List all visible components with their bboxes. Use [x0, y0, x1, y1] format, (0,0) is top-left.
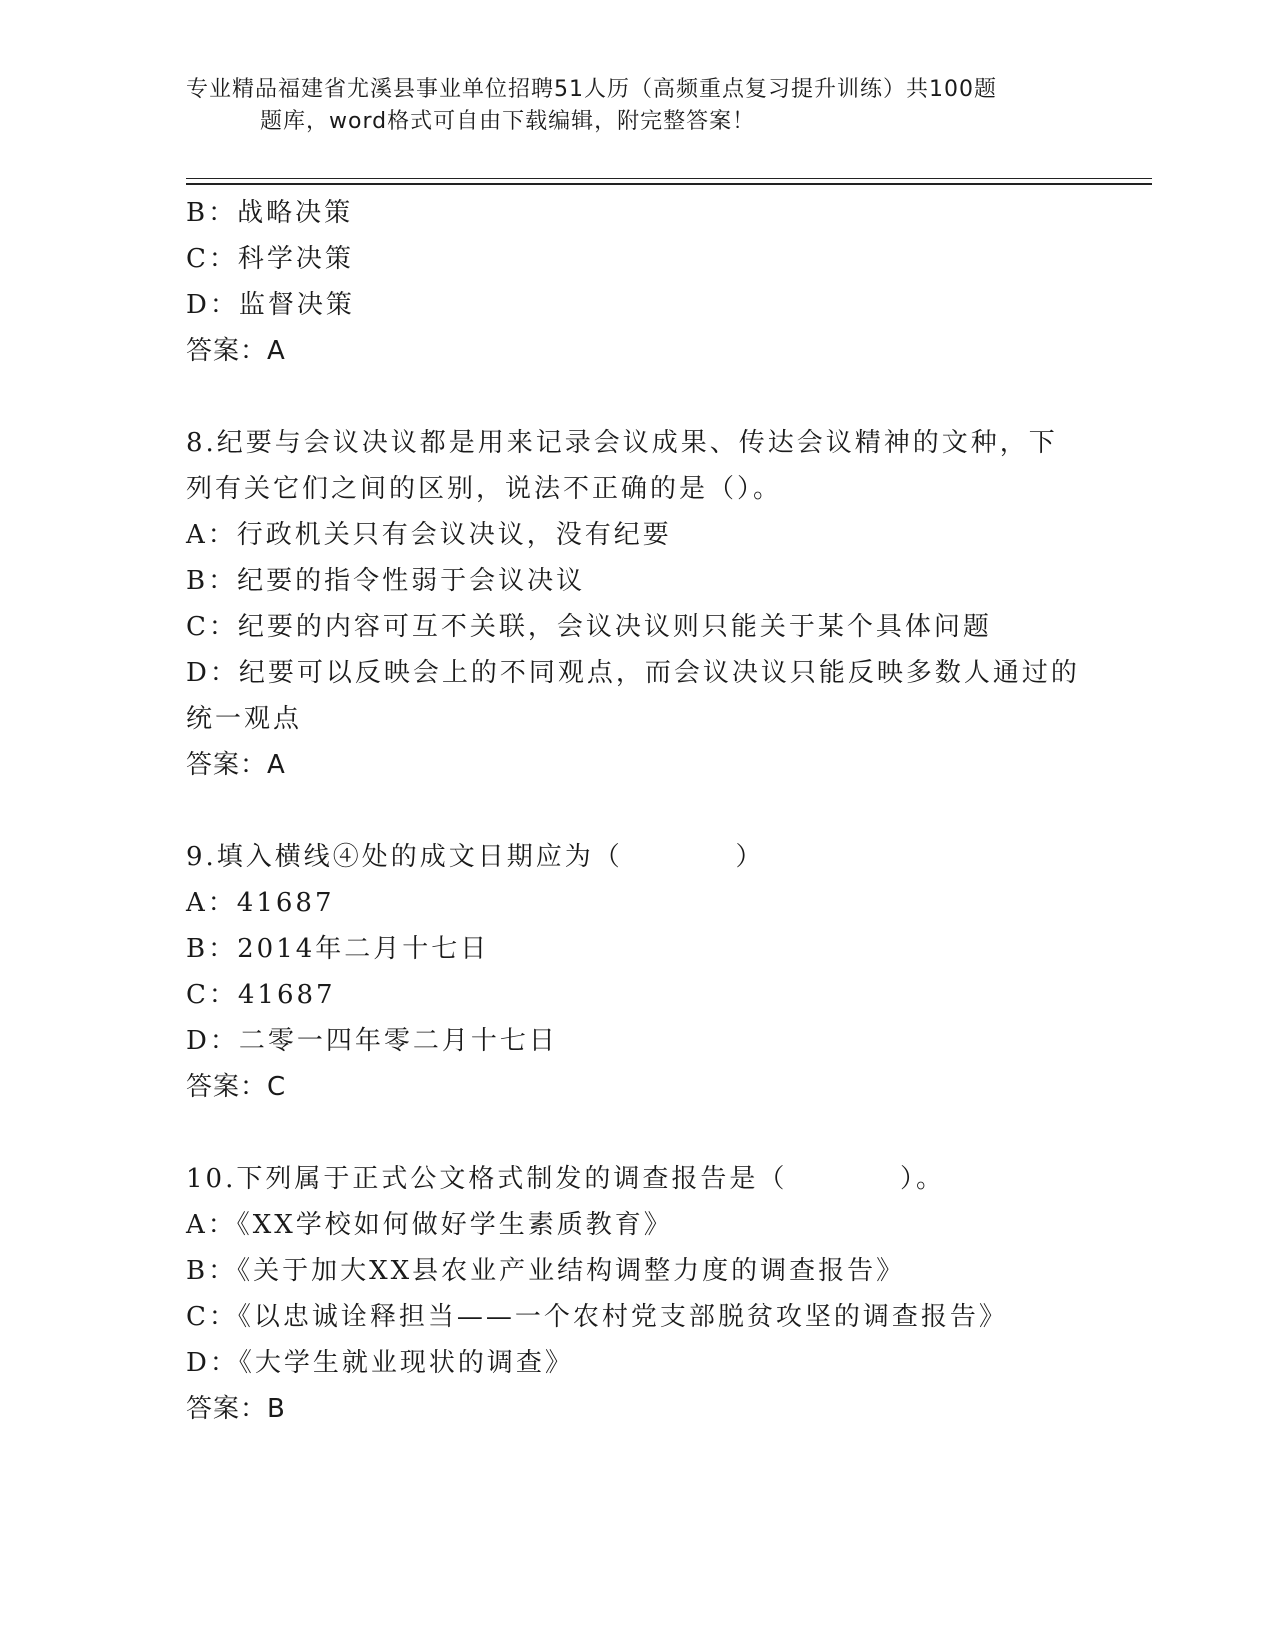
q10-question: 10.下列属于正式公文格式制发的调查报告是（ ）。: [186, 1164, 945, 1194]
question-7-tail: [186, 190, 1076, 374]
header-title-line2: 题库，word格式可自由下载编辑，附完整答案！: [260, 109, 756, 134]
q10-option-c: C：《以忠诚诠释担当——一个农村党支部脱贫攻坚的调查报告》: [186, 1302, 1008, 1332]
spacer: [186, 788, 1076, 834]
q10-option-d: D：《大学生就业现状的调查》: [186, 1348, 574, 1378]
spacer: [186, 374, 1076, 420]
q9-option-d: D：二零一四年零二月十七日: [186, 1026, 558, 1056]
q10-option-b: B：《关于加大XX县农业产业结构调整力度的调查报告》: [186, 1256, 906, 1286]
q8-option-d-line2: 统一观点: [186, 704, 303, 734]
q8-option-b: B：纪要的指令性弱于会议决议: [186, 566, 586, 596]
header-title-line1: 专业精品福建省尤溪县事业单位招聘51人历（高频重点复习提升训练）共100题: [186, 77, 997, 102]
q8-option-d-line1: D：纪要可以反映会上的不同观点，而会议决议只能反映多数人通过的: [186, 658, 1080, 688]
page-header: [186, 74, 1076, 138]
question-8: [186, 420, 1080, 788]
q10-option-a: A：《XX学校如何做好学生素质教育》: [186, 1210, 673, 1240]
header-divider-thick: [186, 183, 1152, 185]
q8-option-c: C：纪要的内容可互不关联，会议决议则只能关于某个具体问题: [186, 612, 992, 642]
header-divider-thin: [186, 178, 1152, 179]
q7-option-c: C：科学决策: [186, 244, 354, 274]
q9-option-c: C：41687: [186, 980, 336, 1010]
q7-option-d: D：监督决策: [186, 290, 355, 320]
q7-option-b: B：战略决策: [186, 198, 354, 228]
q9-option-a: A：41687: [186, 888, 335, 918]
question-10: [186, 1156, 1076, 1432]
spacer: [186, 1110, 1076, 1156]
q9-option-b: B：2014年二月十七日: [186, 934, 490, 964]
question-9: [186, 834, 1076, 1110]
q8-question-line1: 8.纪要与会议决议都是用来记录会议成果、传达会议精神的文种，下: [186, 428, 1058, 458]
q10-answer: 答案：B: [186, 1394, 286, 1424]
q9-answer: 答案：C: [186, 1072, 287, 1102]
q8-option-a: A：行政机关只有会议决议，没有纪要: [186, 520, 672, 550]
q7-answer: 答案：A: [186, 336, 286, 366]
q8-question-line2: 列有关它们之间的区别，说法不正确的是（）。: [186, 474, 783, 504]
question-content: [186, 190, 1080, 1432]
q9-question: 9.填入横线④处的成文日期应为（ ）: [186, 842, 765, 872]
q8-answer: 答案：A: [186, 750, 286, 780]
